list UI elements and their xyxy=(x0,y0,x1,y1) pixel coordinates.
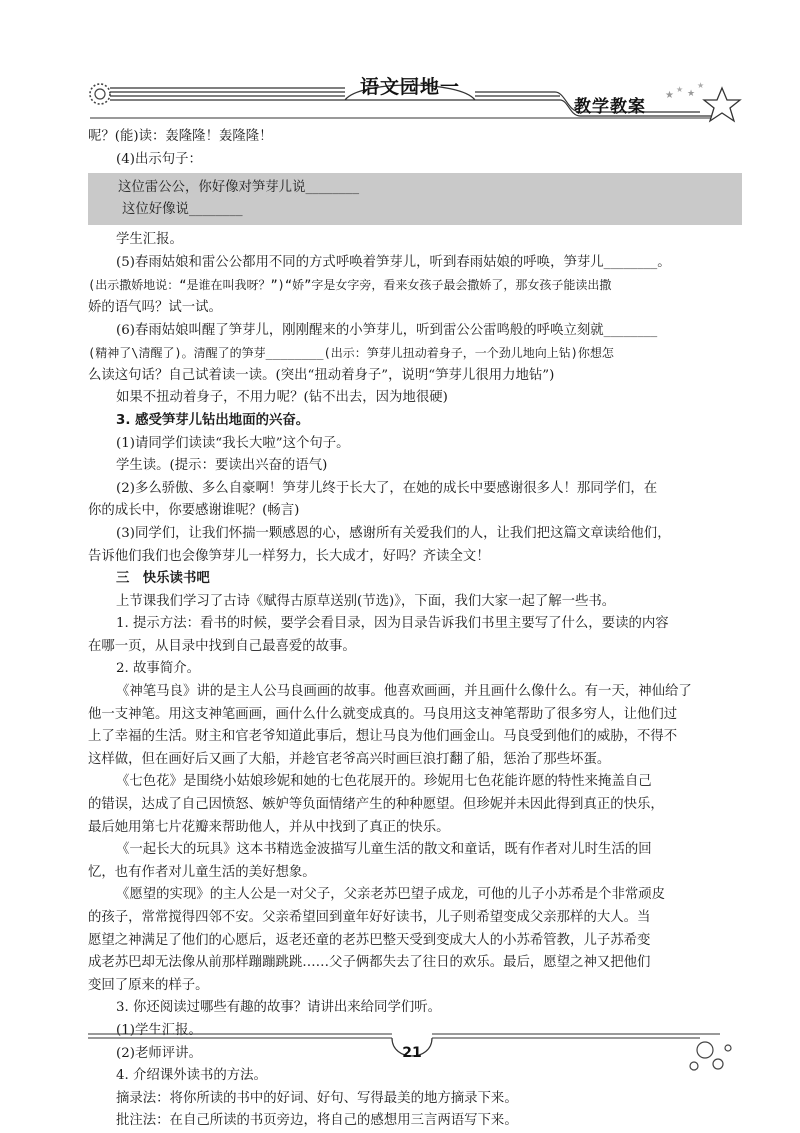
text-line: 《七色花》是围绕小姑娘珍妮和她的七色花展开的。珍妮用七色花能许愿的特性来掩盖自己 xyxy=(116,774,652,790)
text-line: 3. 感受笋芽儿钻出地面的兴奋。 xyxy=(116,412,310,428)
text-line: 3. 你还阅读过哪些有趣的故事？请讲出来给同学们听。 xyxy=(116,1000,442,1016)
svg-text:★: ★ xyxy=(665,90,674,101)
paragraph-block-top xyxy=(88,126,738,171)
lesson-content xyxy=(88,126,738,1133)
text-line: 告诉他们我们也会像笋芽儿一样努力，长大成才，好吗？齐读全文！ xyxy=(88,548,490,564)
text-line: 成老苏巴却无法像从前那样蹦蹦跳跳……父子俩都失去了往日的欢乐。最后，愿望之神又把他们 xyxy=(88,955,651,971)
section-heading: 三 快乐读书吧 xyxy=(116,571,210,587)
text-line: 的错误，达成了自己因愤怒、嫉妒等负面情绪产生的种种愿望。但珍妮并未因此得到真正的快乐， xyxy=(88,797,664,813)
unit-title: 语文园地一 xyxy=(359,76,460,98)
text-line: 1. 提示方法：看书的时候，要学会看目录，因为目录告诉我们书里主要写了什么，要读的内容 xyxy=(116,616,669,632)
svg-text:★: ★ xyxy=(687,89,696,99)
text-line: (6)春雨姑娘叫醒了笋芽儿，刚刚醒来的小笋芽儿，听到雷公公雷鸣般的呼唤立刻就________ xyxy=(116,322,658,338)
section-title: 教学教案 xyxy=(574,97,646,117)
header-circle-icon xyxy=(90,84,110,104)
text-line: 最后她用第七片花瓣来帮助他人，并从中找到了真正的快乐。 xyxy=(88,819,450,835)
text-line: 么读这句话？自己试着读一读。(突出“扭动着身子”，说明“笋芽儿很用力地钻”) xyxy=(88,367,555,383)
svg-text:★: ★ xyxy=(697,81,705,90)
footer-bubbles-icon xyxy=(690,1042,731,1070)
text-line: 如果不扭动着身子，不用力呢？(钻不出去，因为地很硬) xyxy=(116,390,448,406)
page-footer xyxy=(0,1020,800,1112)
text-line: (4)出示句子： xyxy=(116,151,202,167)
text-line: 2. 故事简介。 xyxy=(116,661,200,677)
text-line: 摘录法：将你所读的书中的好词、好句、写得最美的地方摘录下来。 xyxy=(116,1090,518,1106)
page-header xyxy=(0,0,800,130)
page-number: 21 xyxy=(402,1045,422,1061)
text-line: 上了幸福的生活。财主和官老爷知道此事后，想让马良为他们画金山。马良受到他们的威胁，不得不 xyxy=(88,729,678,745)
text-line: (出示撒娇地说：“是谁在叫我呀？”)“娇”字是女字旁，看来女孩子最会撒娇了，那女孩子能读出撒 xyxy=(88,278,612,293)
example-sentence-box xyxy=(88,173,742,225)
example-sentence: 这位好像说________ xyxy=(122,202,243,218)
text-line: 你的成长中，你要感谢谁呢？(畅言) xyxy=(88,503,300,519)
header-decoration xyxy=(0,0,800,130)
svg-text:★: ★ xyxy=(676,85,684,94)
text-line: 的孩子，常常搅得四邻不安。父亲希望回到童年好好读书，儿子则希望变成父亲那样的大人。当 xyxy=(88,910,651,925)
text-line: 变回了原来的样子。 xyxy=(88,977,209,993)
text-line: 《愿望的实现》的主人公是一对父子，父亲老苏巴望子成龙，可他的儿子小苏希是个非常顽皮 xyxy=(116,887,666,903)
example-sentence: 这位雷公公，你好像对笋芽儿说________ xyxy=(118,180,360,196)
text-line: 愿望之神满足了他们的心愿后，返老还童的老苏巴整天受到变成大人的小苏希管教，儿子苏希变 xyxy=(88,932,651,948)
text-line: 他一支神笔。用这支神笔画画，画什么什么就变成真的。马良用这支神笔帮助了很多穷人，让他们过 xyxy=(88,706,678,722)
text-line: 学生读。(提示：要读出兴奋的语气) xyxy=(116,458,328,474)
text-line: (2)老师评讲。 xyxy=(116,1045,202,1061)
text-line: (3)同学们，让我们怀揣一颗感恩的心，感谢所有关爱我们的人，让我们把这篇文章读给他们， xyxy=(116,525,671,541)
text-line: (2)多么骄傲、多么自豪啊！笋芽儿终于长大了，在她的成长中要感谢很多人！那同学们，在 xyxy=(116,480,658,496)
text-line: 《一起长大的玩具》这本书精选金波描写儿童生活的散文和童话，既有作者对儿时生活的回 xyxy=(116,842,652,858)
paragraph-block-main xyxy=(88,229,738,1133)
text-line: 呢？(能)读：轰隆隆！轰隆隆！ xyxy=(88,129,273,144)
text-line: 忆，也有作者对儿童生活的美好想象。 xyxy=(88,864,316,880)
text-line: (5)春雨姑娘和雷公公都用不同的方式呼唤着笋芽儿，听到春雨姑娘的呼唤，笋芽儿________。 xyxy=(116,254,671,270)
text-line: 学生汇报。 xyxy=(116,232,183,248)
text-line: 这样做，但在画好后又画了大船，并趁官老爷高兴时画巨浪打翻了船，惩治了那些坏蛋。 xyxy=(88,751,611,767)
text-line: (精神了\清醒了)。清醒了的笋芽________(出示：笋芽儿扭动着身子，一个劲儿地向上钻)你想怎 xyxy=(88,346,614,361)
footer-decoration xyxy=(0,1020,800,1112)
text-line: 《神笔马良》讲的是主人公马良画画的故事。他喜欢画画，并且画什么像什么。有一天，神仙给了 xyxy=(116,684,692,700)
header-stars-icon xyxy=(665,81,704,101)
text-line: 4. 介绍课外读书的方法。 xyxy=(116,1068,267,1084)
text-line: 在哪一页，从目录中找到自己最喜爱的故事。 xyxy=(88,638,356,654)
text-line: (1)请同学们读读“我长大啦”这个句子。 xyxy=(116,435,350,451)
text-line: 娇的语气吗？试一试。 xyxy=(88,299,222,315)
text-line: 批注法：在自己所读的书页旁边，将自己的感想用三言两语写下来。 xyxy=(116,1113,518,1129)
text-line: 上节课我们学习了古诗《赋得古原草送别(节选)》，下面，我们大家一起了解一些书。 xyxy=(116,593,616,609)
text-line: (1)学生汇报。 xyxy=(116,1022,202,1038)
